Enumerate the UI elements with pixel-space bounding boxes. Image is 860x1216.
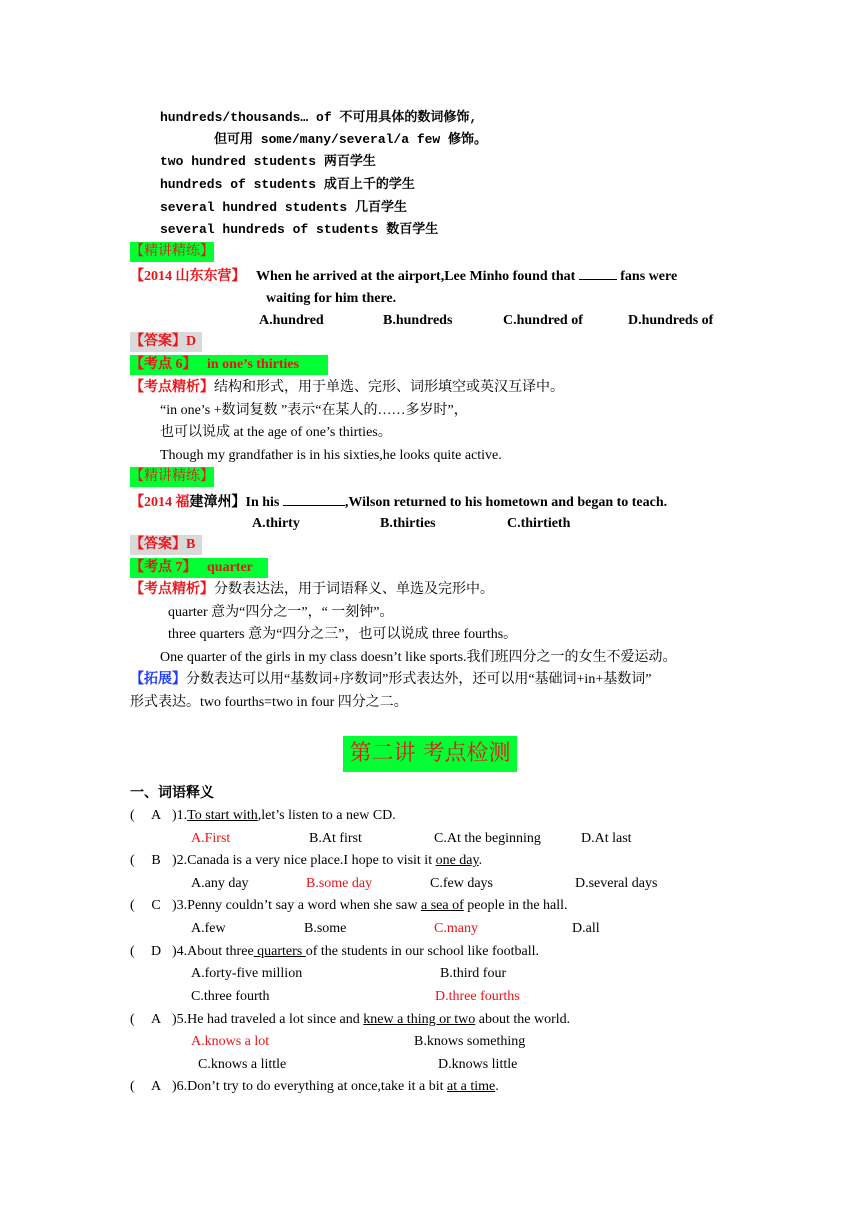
point-7-label: 【考点 7】 — [130, 560, 197, 575]
question-text: He had traveled a lot since and — [187, 1012, 364, 1027]
question-text: About three — [187, 944, 254, 959]
note-line-1: hundreds/thousands… of 不可用具体的数词修饰, — [160, 110, 478, 125]
question-number: )4. — [172, 944, 188, 959]
practice-question — [130, 265, 677, 287]
option-b: B.At first — [309, 831, 362, 846]
option-a: A.thirty — [252, 516, 300, 531]
option-a: A.knows a lot — [191, 1034, 270, 1049]
question-text: Canada is a very nice place.I hope to visit it — [187, 853, 436, 868]
note-example-3: several hundred students 几百学生 — [160, 200, 408, 215]
answer-blank — [283, 491, 345, 506]
option-c: C.few days — [430, 876, 493, 891]
option-a: A.any day — [191, 876, 249, 891]
question-paren: ( — [130, 1079, 135, 1094]
option-b: B.hundreds — [383, 313, 453, 328]
answer-blank — [579, 265, 617, 280]
question-answer: A — [150, 1012, 162, 1027]
option-b: B.some — [304, 921, 347, 936]
question-number: )2. — [172, 853, 188, 868]
underlined-phrase: a sea of — [420, 898, 464, 913]
question-source-red: 福 — [175, 495, 190, 510]
question-text: . — [495, 1079, 499, 1094]
question-text: Don’t try to do everything at once,take it a bit — [187, 1079, 448, 1094]
option-d: D.three fourths — [435, 989, 520, 1004]
note-line-2: 但可用 some/many/several/a few 修饰。 — [214, 132, 488, 147]
note-example-2: hundreds of students 成百上千的学生 — [160, 177, 415, 192]
option-d: D.all — [572, 921, 600, 936]
point-6-title: in one’s thirties — [207, 357, 300, 372]
question-text-c: waiting for him there. — [266, 291, 397, 306]
option-a: A.forty-five million — [191, 966, 303, 981]
underlined-phrase: at a time — [447, 1079, 496, 1094]
question-number: )3. — [172, 898, 188, 913]
option-c: C.knows a little — [198, 1057, 287, 1072]
point-7-line-1: quarter 意为“四分之一”，“ 一刻钟”。 — [168, 605, 394, 620]
analysis-tag: 【考点精析】 — [130, 582, 214, 597]
extension-line-1 — [130, 670, 651, 690]
practice-tag-2: 【精讲精练】 — [130, 467, 214, 487]
question-text-b: fans were — [620, 269, 678, 284]
answer-label-2: 【答案】B — [130, 535, 202, 555]
question-text: . — [478, 853, 483, 868]
option-a: A.First — [191, 831, 231, 846]
question-text: ,let’s listen to a new CD. — [257, 808, 396, 823]
point-6-line-2: 也可以说成 at the age of one’s thirties。 — [160, 425, 392, 440]
question-text: people in the hall. — [463, 898, 568, 913]
question-paren: ( — [130, 898, 135, 913]
section-title: 第二讲 考点检测 — [343, 736, 517, 772]
point-7-header — [130, 558, 268, 578]
question-source-open: 【2014 — [130, 495, 176, 510]
question-stem — [130, 806, 396, 826]
option-d: D.several days — [575, 876, 658, 891]
question-stem — [130, 1077, 499, 1097]
option-c: C.many — [434, 921, 478, 936]
option-b: B.some day — [306, 876, 373, 891]
note-example-4: several hundreds of students 数百学生 — [160, 222, 439, 237]
option-d: D.knows little — [438, 1057, 518, 1072]
question-paren: ( — [130, 853, 135, 868]
option-d: D.hundreds of — [628, 313, 714, 328]
underlined-phrase: quarters — [253, 944, 306, 959]
question-answer: A — [150, 808, 162, 823]
question-text: Penny couldn’t say a word when she saw — [187, 898, 421, 913]
option-c: C.At the beginning — [434, 831, 541, 846]
practice-tag: 【精讲精练】 — [130, 242, 214, 262]
option-b: B.knows something — [414, 1034, 526, 1049]
question-answer: C — [151, 898, 161, 913]
extension-line-2: 形式表达。two fourths=two in four 四分之二。 — [130, 695, 408, 710]
practice-question-2 — [130, 491, 667, 513]
analysis-tag: 【考点精析】 — [130, 380, 214, 395]
point-6-label: 【考点 6】 — [130, 357, 197, 372]
question-text-a: When he arrived at the airport,Lee Minho found that — [256, 269, 576, 284]
extension-tag: 【拓展】 — [130, 672, 186, 687]
option-d: D.At last — [581, 831, 632, 846]
question-paren: ( — [130, 808, 135, 823]
question-source: 【2014 山东东营】 — [130, 269, 246, 284]
question-text-b: ,Wilson returned to his hometown and began to teach. — [344, 495, 668, 510]
analysis-text: 分数表达法，用于词语释义、单选及完形中。 — [214, 582, 494, 597]
option-b: B.third four — [440, 966, 507, 981]
option-b: B.thirties — [380, 516, 436, 531]
question-text: of the students in our school like football. — [305, 944, 540, 959]
question-paren: ( — [130, 1012, 135, 1027]
option-c: C.hundred of — [503, 313, 583, 328]
point-7-line-2: three quarters 意为“四分之三”，也可以说成 three fourths。 — [168, 627, 518, 642]
point-6-example: Though my grandfather is in his sixties,he looks quite active. — [160, 448, 502, 463]
question-answer: D — [150, 944, 162, 959]
question-text: about the world. — [475, 1012, 571, 1027]
question-paren: ( — [130, 944, 135, 959]
point-7-title: quarter — [207, 560, 253, 575]
question-number: )6. — [172, 1079, 188, 1094]
question-text-a: In his — [245, 495, 280, 510]
underlined-phrase: knew a thing or two — [363, 1012, 476, 1027]
question-stem — [130, 1010, 570, 1030]
question-number: )1. — [172, 808, 188, 823]
underlined-phrase: To start with — [187, 808, 258, 823]
question-answer: A — [150, 1079, 162, 1094]
answer-label: 【答案】D — [130, 332, 202, 352]
question-number: )5. — [172, 1012, 188, 1027]
option-c: C.thirtieth — [507, 516, 571, 531]
option-c: C.three fourth — [191, 989, 270, 1004]
note-example-1: two hundred students 两百学生 — [160, 154, 376, 169]
option-a: A.few — [191, 921, 226, 936]
point-6-header — [130, 355, 328, 375]
part-title: 一、词语释义 — [130, 785, 214, 801]
point-6-analysis — [130, 378, 564, 398]
question-stem — [130, 851, 482, 871]
analysis-text: 结构和形式，用于单选、完形、词形填空或英汉互译中。 — [214, 380, 564, 395]
point-7-example: One quarter of the girls in my class doesn’t like sports.我们班四分之一的女生不爱运动。 — [160, 650, 677, 665]
question-source-rest: 建漳州】 — [189, 495, 246, 510]
question-stem — [130, 896, 568, 916]
option-a: A.hundred — [259, 313, 324, 328]
question-stem — [130, 942, 539, 962]
underlined-phrase: one day — [435, 853, 479, 868]
extension-text: 分数表达可以用“基数词+序数词”形式表达外，还可以用“基础词+in+基数词” — [186, 672, 652, 687]
question-answer: B — [151, 853, 161, 868]
point-6-line-1: “in one’s +数词复数 ”表示“在某人的……多岁时”， — [160, 403, 468, 418]
point-7-analysis — [130, 580, 494, 600]
